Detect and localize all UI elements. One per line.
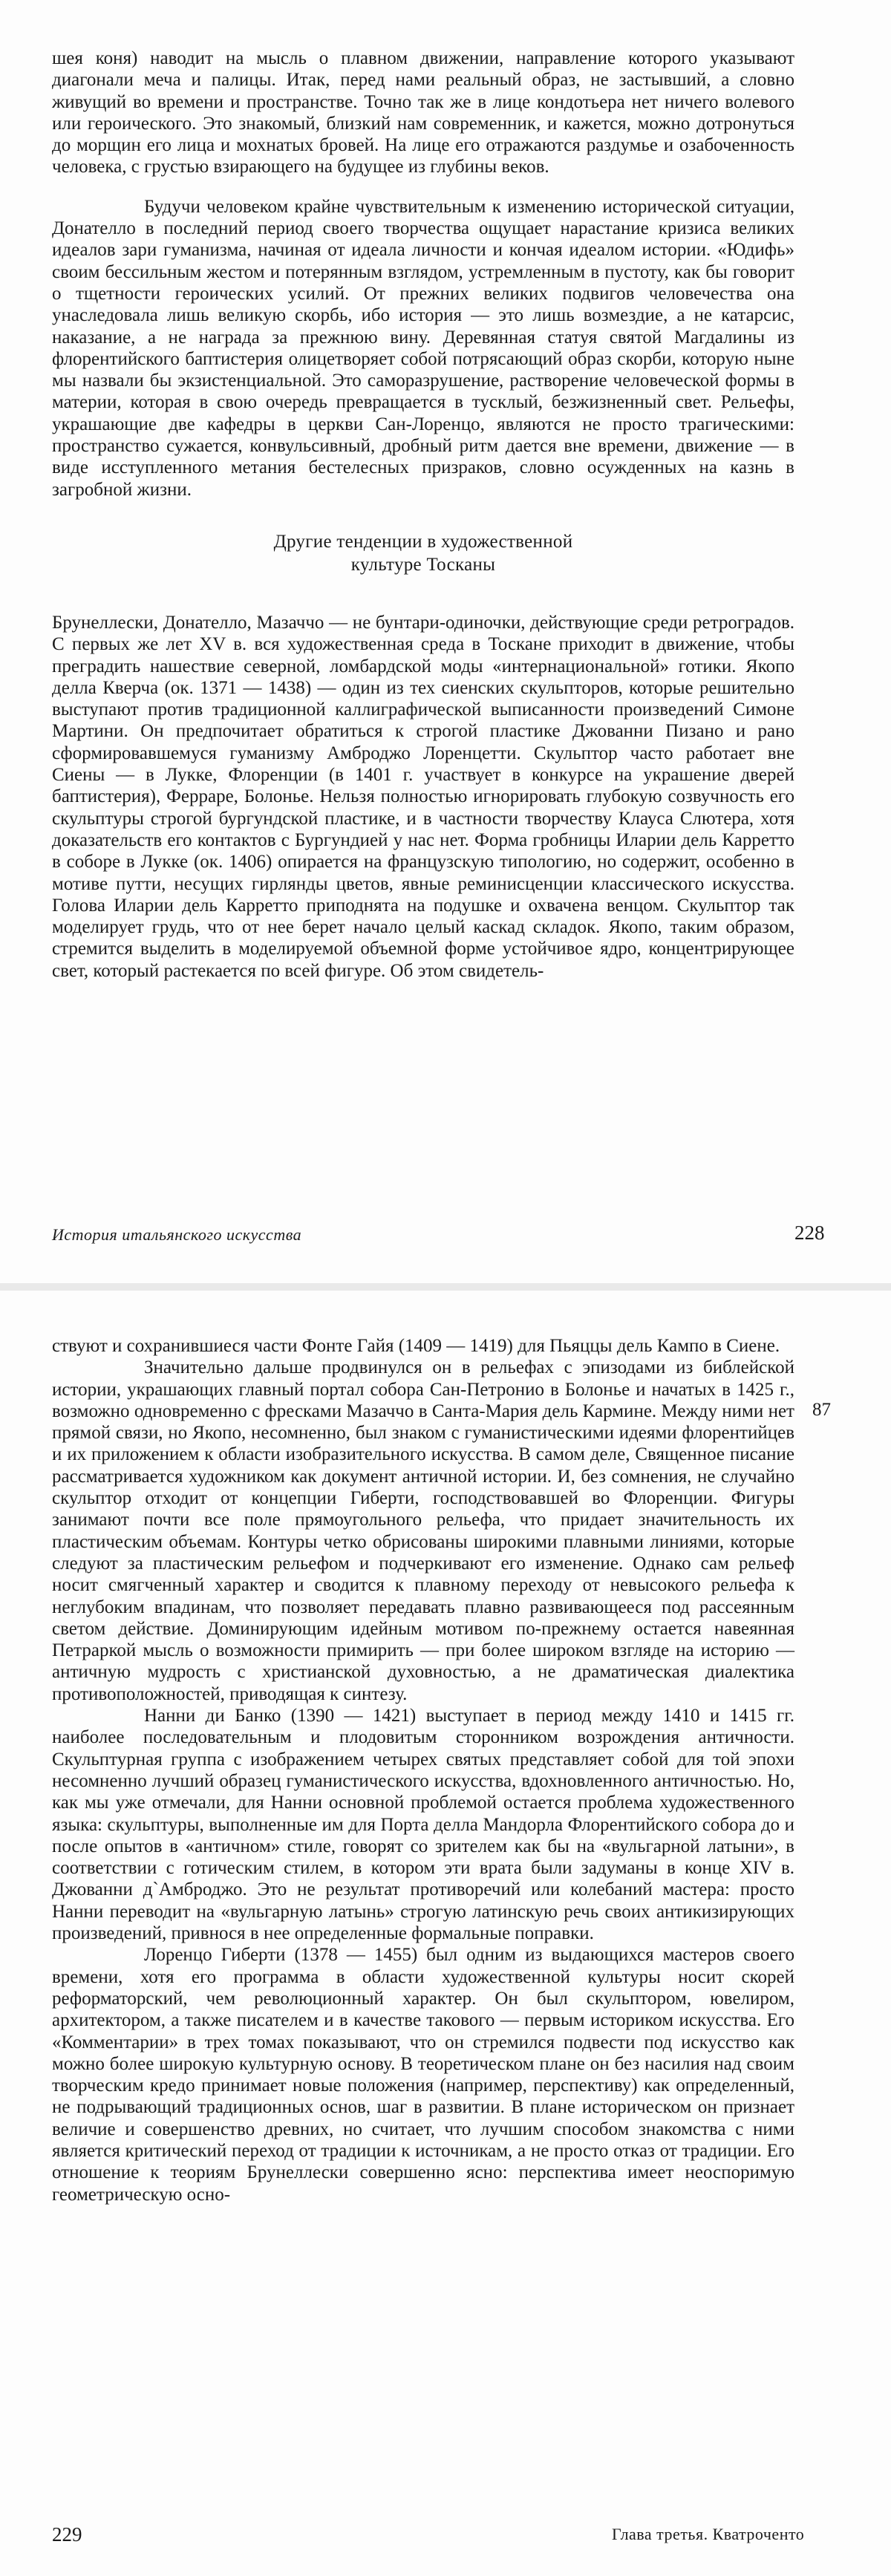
- paragraph: ствуют и сохранившиеся части Фонте Гайя (1409 — 1419) для Пьяццы дель Кампо в Сиене.: [52, 1336, 780, 1356]
- section-heading-line: Другие тенденции в художественной: [273, 531, 573, 552]
- page-229-text: [52, 1335, 794, 2205]
- section-heading-line: культуре Тосканы: [350, 554, 496, 575]
- page-number: 228: [794, 1222, 825, 1244]
- book-page-229: [0, 1291, 891, 2576]
- paragraph: Будучи человеком крайне чувствительным к изменению исторической ситуации, Донателло в последний период своего творчества ощущает нарастание кризиса великих идеалов зари гуманизма, начиная от идеала личности и кончая идеалом истории. «Юдифь» своим бессильным жестом и потерянным взглядом, устремленным в пустоту, как бы говорит о тщетности героических усилий. От прежних великих подвигов человечества она унаследовала лишь великую скорбь, ибо история — это лишь возмездие, а не катарсис, наказание, а не награда за прежнюю вину. Деревянная статуя святой Магдалины из флорентийского баптистерия олицетворяет собой потрясающий образ скорби, которую ныне мы назвали бы экзистенциальной. Это саморазрушение, растворение человеческой формы в материи, которая в свою очередь превращается в тусклый, безжизненный свет. Рельефы, украшающие две кафедры в церкви Сан-Лоренцо, являются не просто трагическими: пространство сужается, конвульсивный, дробный ритм дается вне времени, движение — в виде исступленного метания бестелесных призраков, словно осужденных на казнь в загробной жизни.: [52, 196, 794, 500]
- paragraph: шея коня) наводит на мысль о плавном движении, направление которого указывают диагонали меча и палицы. Итак, перед нами реальный образ, не застывший, а словно живущий во времени и пространстве. Точно так же в лице кондотьера нет ничего волевого или героического. Это знакомый, близкий нам современник, и кажется, можно дотронуться до морщин его лица и мохнатых бровей. На лице его отражаются раздумье и озабоченность человека, с грустью взирающего на будущее из глубины веков.: [52, 48, 794, 177]
- paragraph: Значительно дальше продвинулся он в рельефах с эпизодами из библейской истории, украшающих главный портал собора Сан-Петронио в Болонье и начатых в 1425 г., возможно одновременно с фресками Мазаччо в Санта-Мария дель Кармине. Между ними нет прямой связи, но Якопо, несомненно, был знаком с гуманистическими идеями флорентийцев и их приложением к области изобразительного искусства. В самом деле, Священное писание рассматривается художником как документ античной истории. И, без сомнения, не случайно скульптор отходит от концепции Гиберти, господствовавшей во Флоренции. Фигуры занимают почти все поле прямоугольного рельефа, что придает значительность их пластическим объемам. Контуры четко обрисованы широкими плавными линиями, которые следуют за пластическим рельефом и подчеркивают его изменение. Однако сам рельеф носит смягченный характер и сводится к плавному переходу от невысокого рельефа к неглубоким впадинам, что позволяет передавать плавно развивающееся под рассеянным светом действие. Доминирующим идейным мотивом по-прежнему остается навеянная Петраркой мысль о возможности примирить — при более широком взгляде на историю — античную мудрость с христианской духовностью, а не драматическая диалектика противоположностей, приводящая к синтезу.: [52, 1357, 794, 1704]
- page-number: 229: [52, 2523, 82, 2546]
- margin-reference-number: 87: [812, 1400, 831, 1420]
- book-page-228: [0, 0, 891, 1283]
- paragraph: Лоренцо Гиберти (1378 — 1455) был одним из выдающихся мастеров своего времени, хотя его программа в области художественной культуры носит скорей реформаторский, чем революционный характер. Он был скульптором, ювелиром, архитектором, а также писателем и в качестве такового — первым историком искусства. Его «Комментарии» в трех томах показывают, что он стремился подвести под искусство как можно более широкую культурную основу. В теоретическом плане он без насилия над своим творческим кредо принимает новые положения (например, перспективу) как определенный, не подрывающий традиционных основ, шаг в развитии. В плане историческом он признает величие и совершенство древних, но считает, что лучшим способом знакомства с ними является критический переход от традиции к источникам, а не просто отказ от традиции. Его отношение к теориям Брунеллески совершенно ясно: перспектива имеет неоспоримую геометрическую осно-: [52, 1945, 794, 2205]
- page-228-text: [52, 48, 794, 982]
- paragraph: Нанни ди Банко (1390 — 1421) выступает в период между 1410 и 1415 гг. наиболее последовательным и плодовитым сторонником возрождения античности. Скульптурная группа с изображением четырех святых представляет собой для той эпохи несомненно лучший образец гуманистического искусства, вдохновленного античностью. Но, как мы уже отмечали, для Нанни основной проблемой остается проблема художественного языка: скульптуры, выполненные им для Порта делла Мандорла Флорентийского собора до и после опытов в «античном» стиле, говорят со зрителем как бы на «вульгарной латыни», в соответствии с готическим стилем, в котором эти врата были задуманы в конце XIV в. Джованни д`Амброджо. Это не результат противоречий или колебаний мастера: просто Нанни переводит на «вульгарную латынь» строгую латинскую речь своих антикизирующих произведений, привнося в нее определенные формальные поправки.: [52, 1706, 794, 1944]
- running-footer-title: Глава третья. Кватроченто: [612, 2525, 805, 2543]
- paragraph: Брунеллески, Донателло, Мазаччо — не бунтари-одиночки, действующие среди ретроградов. С первых же лет XV в. вся художественная среда в Тоскане приходит в движение, чтобы преградить нашествие северной, ломбардской моды «интернациональной» готики. Якопо делла Кверча (ок. 1371 — 1438) — один из тех сиенских скульпторов, которые решительно выступают против традиционной каллиграфической выписанности произведений Симоне Мартини. Он предпочитает обратиться к строгой пластике Джованни Пизано и рано сформировавшемуся гуманизму Амброджо Лоренцетти. Скульптор часто работает вне Сиены — в Лукке, Флоренции (в 1401 г. участвует в конкурсе на украшение дверей баптистерия), Ферраре, Болонье. Нельзя полностью игнорировать глубокую созвучность его скульптуры строгой бургундской пластике, и в частности творчеству Клауса Слютера, хотя доказательств его контактов с Бургундией у нас нет. Форма гробницы Иларии дель Карретто в соборе в Лукке (ок. 1406) опирается на французскую типологию, но содержит, особенно в мотиве путти, несущих гирлянды цветов, явные реминисценции классического искусства. Голова Иларии дель Карретто приподнята на подушке и охвачена венцом. Скульптор так моделирует грудь, что от нее берет начало целый каскад складок. Якопо, таким образом, стремится выделить в моделируемой объемной форме устойчивое ядро, концентрирующее свет, который растекается по всей фигуре. Об этом свидетель-: [52, 612, 794, 981]
- section-heading: [52, 530, 794, 576]
- running-footer-title: История итальянского искусства: [52, 1225, 302, 1244]
